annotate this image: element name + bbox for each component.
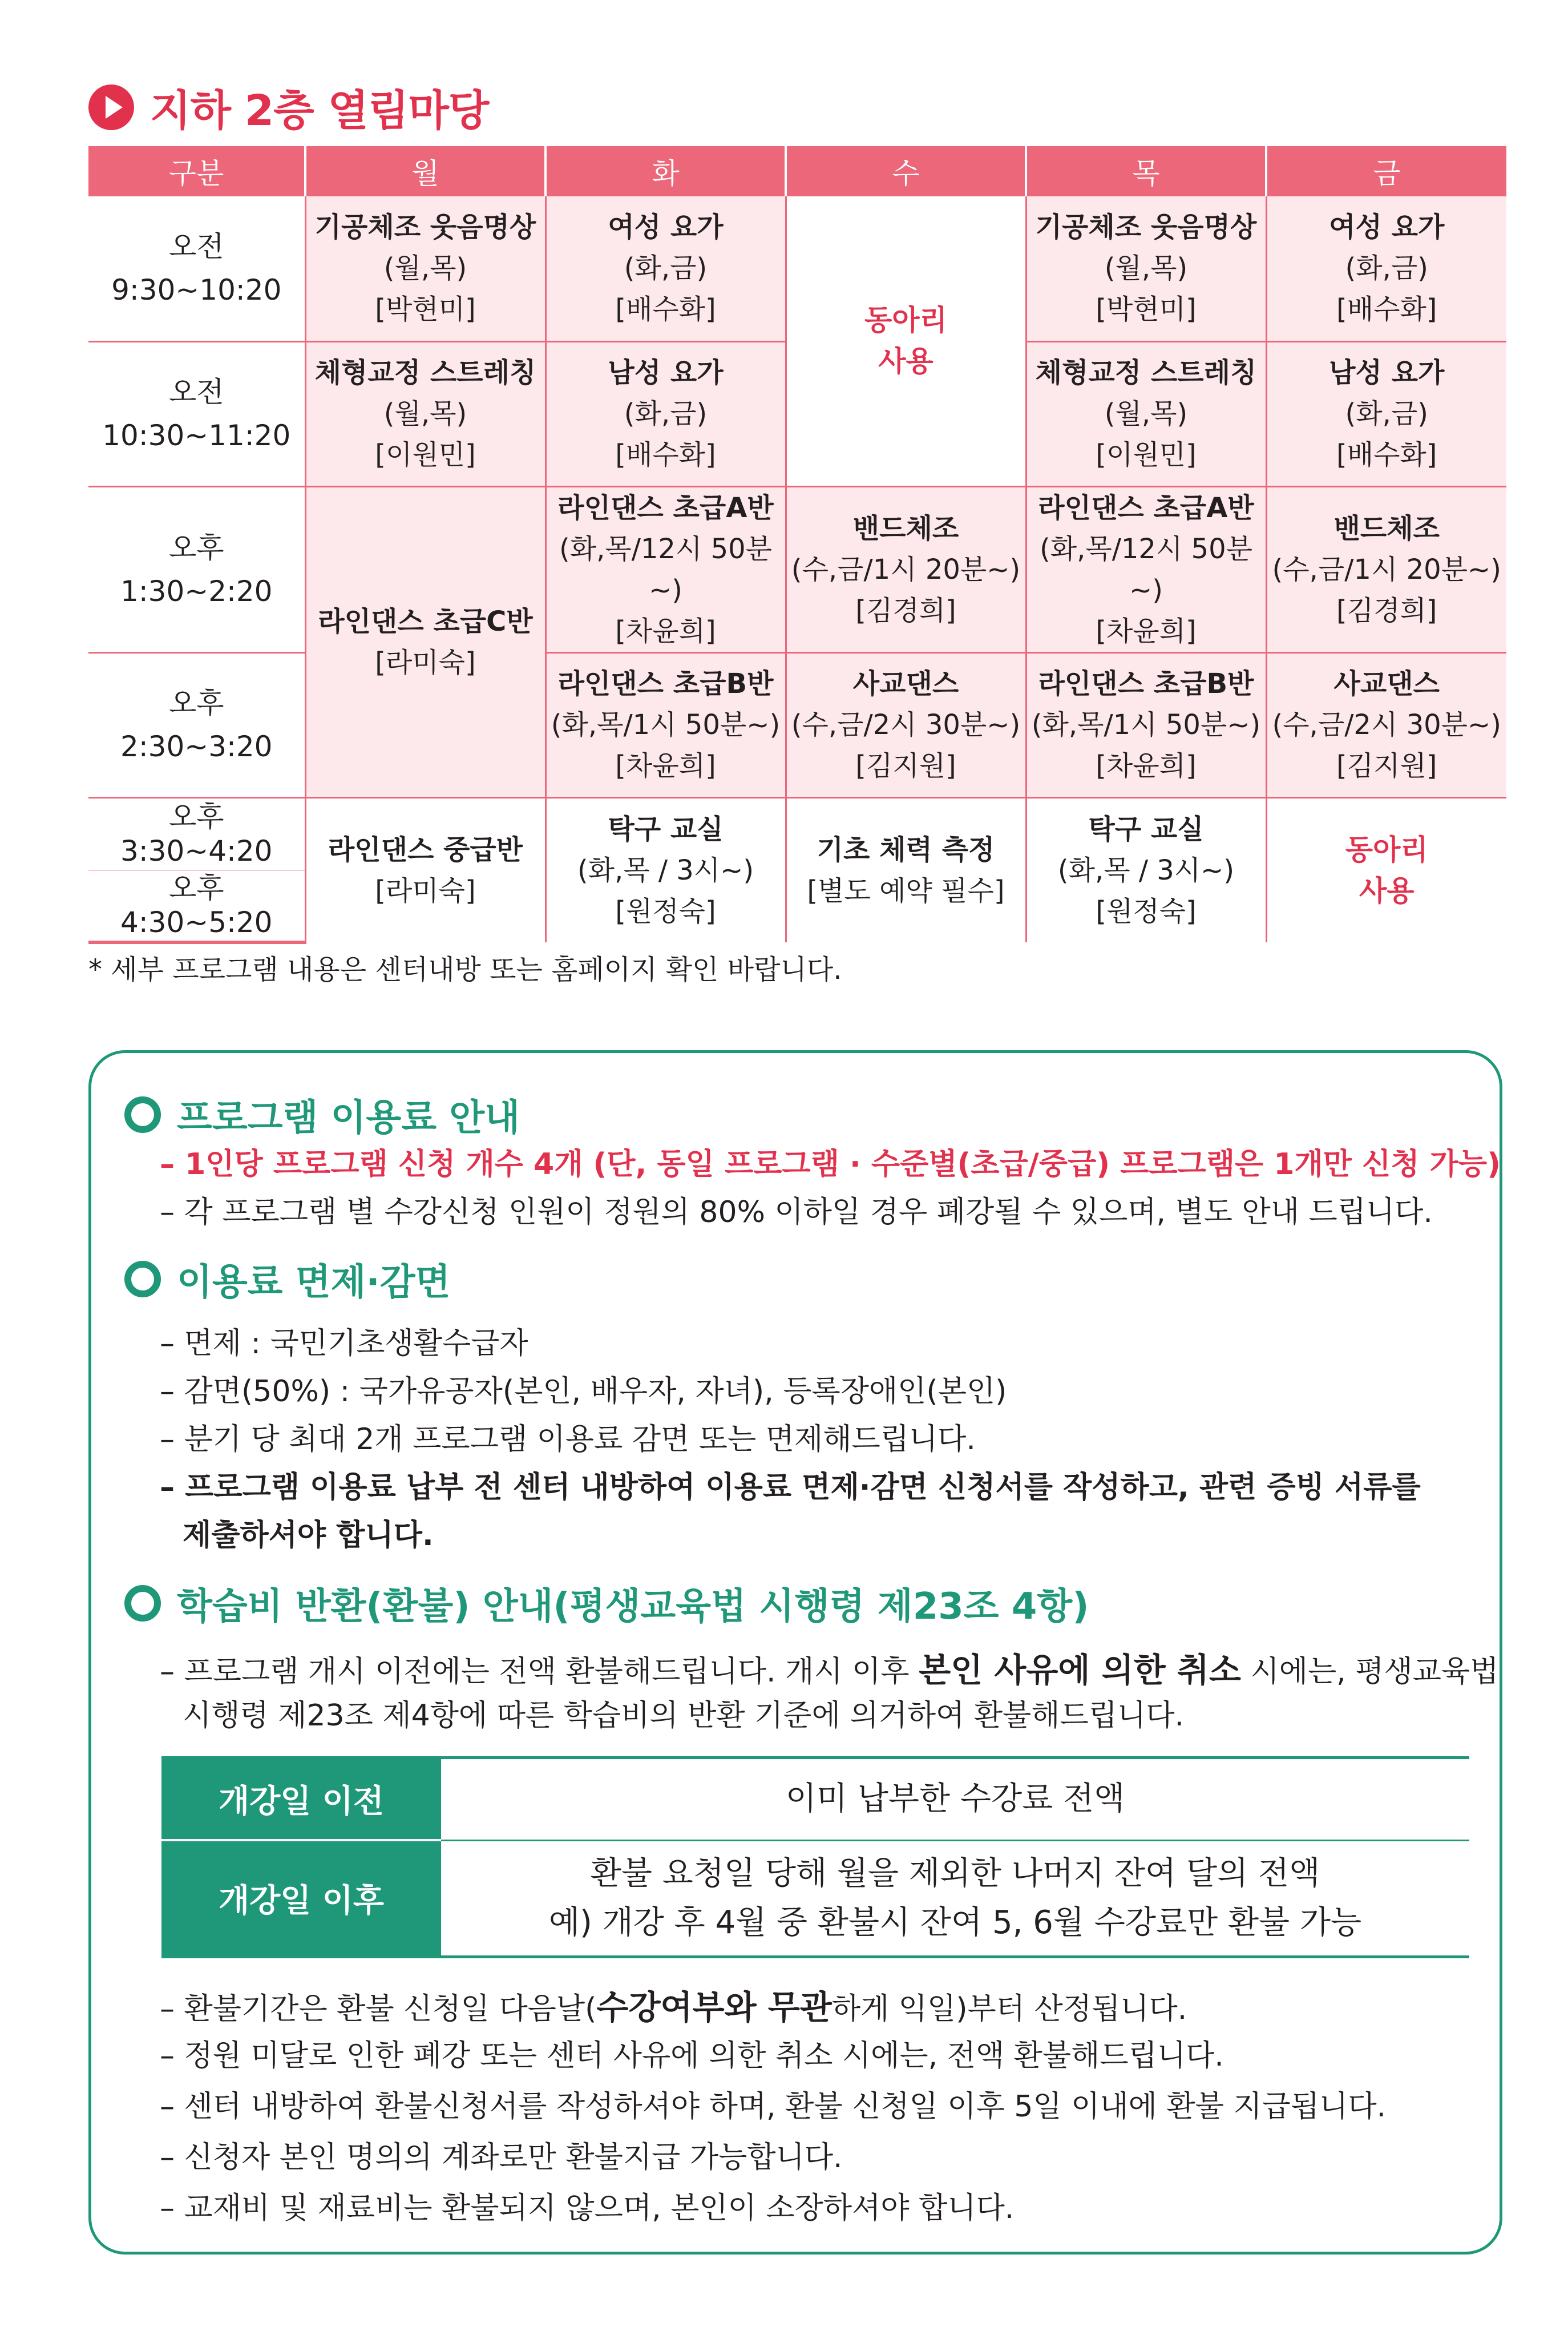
program-cell: 탁구 교실 (화,목 / 3시~) [원정숙]: [1026, 797, 1266, 942]
header-cell: 화: [545, 146, 786, 196]
refund-paragraph: 시행령 제23조 제4항에 따른 학습비의 반환 기준에 의거하여 환불해드립니다.: [183, 1699, 1184, 1733]
time-cell: 오후 4:30~5:20: [88, 870, 305, 942]
program-cell: 라인댄스 초급A반 (화,목/12시 50분~) [차윤희]: [1026, 486, 1266, 652]
fee-line: – 각 프로그램 별 수강신청 인원이 정원의 80% 이하일 경우 폐강될 수 있으며, 별도 안내 드립니다.: [160, 1195, 1433, 1229]
exempt-line: – 면제 : 국민기초생활수급자: [160, 1326, 528, 1361]
exempt-line: – 분기 당 최대 2개 프로그램 이용료 감면 또는 면제해드립니다.: [160, 1422, 976, 1457]
ring-bullet-icon: [124, 1096, 161, 1133]
time-cell: 오후 1:30~2:20: [88, 486, 305, 652]
table-row: [161, 1840, 1469, 1957]
exempt-line: – 감면(50%) : 국가유공자(본인, 배우자, 자녀), 등록장애인(본인): [160, 1374, 1007, 1409]
refund-heading: 학습비 반환(환불) 안내(평생교육법 시행령 제23조 4항): [124, 1577, 1089, 1630]
program-cell: 남성 요가 (화,금) [배수화]: [1266, 341, 1506, 486]
schedule-table: [88, 146, 1506, 944]
program-cell: 여성 요가 (화,금) [배수화]: [1266, 196, 1506, 341]
exempt-heading: 이용료 면제·감면: [124, 1253, 450, 1305]
program-cell: 기초 체력 측정 [별도 예약 필수]: [786, 797, 1026, 942]
time-cell: 오전 9:30~10:20: [88, 196, 305, 341]
club-use-cell: 동아리 사용: [1266, 797, 1506, 942]
play-circle-icon: [88, 84, 134, 130]
refund-bullet: – 교재비 및 재료비는 환불되지 않으며, 본인이 소장하셔야 합니다.: [160, 2191, 1015, 2225]
program-cell: 밴드체조 (수,금/1시 20분~) [김경희]: [1266, 486, 1506, 652]
ring-bullet-icon: [124, 1261, 161, 1297]
section-title: [88, 79, 488, 136]
program-cell: 사교댄스 (수,금/2시 30분~) [김지원]: [1266, 652, 1506, 797]
program-cell: 라인댄스 초급A반 (화,목/12시 50분~) [차윤희]: [545, 486, 786, 652]
program-cell: 남성 요가 (화,금) [배수화]: [545, 341, 786, 486]
time-cell: 오전 10:30~11:20: [88, 341, 305, 486]
refund-bullet: – 센터 내방하여 환불신청서를 작성하셔야 하며, 환불 신청일 이후 5일 이내에 환불 지급됩니다.: [160, 2090, 1387, 2124]
table-row: [88, 797, 1506, 870]
club-use-cell: 동아리 사용: [786, 196, 1026, 486]
info-box: [88, 1050, 1502, 2255]
header-cell: 수: [786, 146, 1026, 196]
program-cell: 밴드체조 (수,금/1시 20분~) [김경희]: [786, 486, 1026, 652]
header-cell: 금: [1266, 146, 1506, 196]
refund-bullet: – 환불기간은 환불 신청일 다음날(수강여부와 무관하게 익일)부터 산정됩니다.: [160, 1988, 1187, 2027]
table-row: [88, 652, 1506, 797]
program-cell: 라인댄스 초급C반 [라미숙]: [305, 486, 545, 797]
time-cell: 오후 2:30~3:20: [88, 652, 305, 797]
exempt-line: – 프로그램 이용료 납부 전 센터 내방하여 이용료 면제·감면 신청서를 작성하고, 관련 증빙 서류를: [160, 1470, 1421, 1505]
refund-bullet: – 정원 미달로 인한 폐강 또는 센터 사유에 의한 취소 시에는, 전액 환불해드립니다.: [160, 2039, 1224, 2073]
exempt-line: 제출하셔야 합니다.: [183, 1518, 434, 1552]
program-cell: 여성 요가 (화,금) [배수화]: [545, 196, 786, 341]
header-cell: 구분: [88, 146, 305, 196]
program-cell: 라인댄스 중급반 [라미숙]: [305, 797, 545, 942]
refund-paragraph: – 프로그램 개시 이전에는 전액 환불해드립니다. 개시 이후 본인 사유에 의한 취소 시에는, 평생교육법: [160, 1651, 1499, 1689]
table-row: [161, 1758, 1469, 1841]
program-cell: 사교댄스 (수,금/2시 30분~) [김지원]: [786, 652, 1026, 797]
table-header-row: [88, 146, 1506, 196]
time-cell: 오후 3:30~4:20: [88, 797, 305, 870]
schedule-note: * 세부 프로그램 내용은 센터내방 또는 홈페이지 확인 바랍니다.: [88, 954, 842, 986]
fee-heading: 프로그램 이용료 안내: [124, 1088, 520, 1141]
program-cell: 기공체조 웃음명상 (월,목) [박현미]: [1026, 196, 1266, 341]
table-row: [88, 196, 1506, 341]
refund-label-before: 개강일 이전: [161, 1758, 441, 1841]
program-cell: 체형교정 스트레칭 (월,목) [이원민]: [305, 341, 545, 486]
program-cell: 라인댄스 초급B반 (화,목/1시 50분~) [차윤희]: [545, 652, 786, 797]
header-cell: 목: [1026, 146, 1266, 196]
ring-bullet-icon: [124, 1585, 161, 1622]
refund-value-after: 환불 요청일 당해 월을 제외한 나머지 잔여 달의 전액 예) 개강 후 4월 중 환불시 잔여 5, 6월 수강료만 환불 가능: [441, 1840, 1469, 1957]
refund-bullet: – 신청자 본인 명의의 계좌로만 환불지급 가능합니다.: [160, 2140, 843, 2175]
refund-table: [161, 1756, 1469, 1958]
section-title-text: 지하 2층 열림마당: [150, 86, 489, 135]
refund-value-before: 이미 납부한 수강료 전액: [441, 1758, 1469, 1841]
program-cell: 기공체조 웃음명상 (월,목) [박현미]: [305, 196, 545, 341]
header-cell: 월: [305, 146, 545, 196]
refund-label-after: 개강일 이후: [161, 1840, 441, 1957]
program-cell: 탁구 교실 (화,목 / 3시~) [원정숙]: [545, 797, 786, 942]
program-cell: 라인댄스 초급B반 (화,목/1시 50분~) [차윤희]: [1026, 652, 1266, 797]
table-row: [88, 486, 1506, 652]
program-cell: 체형교정 스트레칭 (월,목) [이원민]: [1026, 341, 1266, 486]
fee-line: – 1인당 프로그램 신청 개수 4개 (단, 동일 프로그램 · 수준별(초급/중급) 프로그램은 1개만 신청 가능): [160, 1147, 1501, 1181]
